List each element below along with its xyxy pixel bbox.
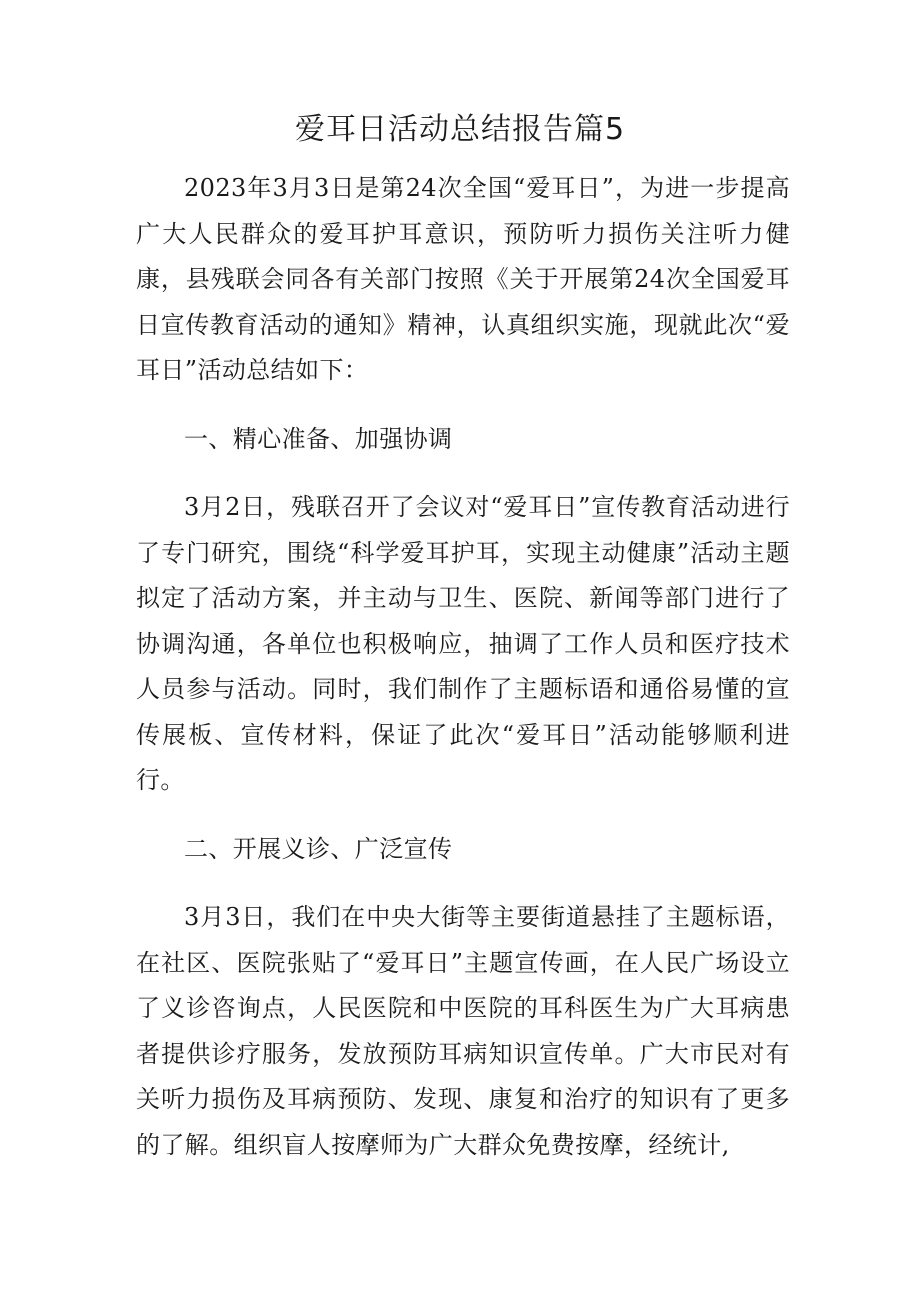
intro-paragraph: 2023年3月3日是第24次全国“爱耳日”，为进一步提高广大人民群众的爱耳护耳意识，预防听力损伤关注听力健康，县残联会同各有关部门按照《关于开展第24次全国爱耳日宣传教育活动的通知》精神，认真组织实施，现就此次“爱耳日”活动总结如下： [136, 174, 790, 384]
section-1-heading: 一、精心准备、加强协调 [184, 424, 453, 453]
document-body [136, 166, 790, 1168]
section-1-paragraph: 3月2日，残联召开了会议对“爱耳日”宣传教育活动进行了专门研究，围绕“科学爱耳护耳，实现主动健康”活动主题拟定了活动方案，并主动与卫生、医院、新闻等部门进行了协调沟通，各单位也积极响应，抽调了工作人员和医疗技术人员参与活动。同时，我们制作了主题标语和通俗易懂的宣传展板、宣传材料，保证了此次“爱耳日”活动能够顺利进行。 [136, 493, 790, 794]
section-2-paragraph: 3月3日，我们在中央大街等主要街道悬挂了主题标语，在社区、医院张贴了“爱耳日”主题宣传画，在人民广场设立了义诊咨询点，人民医院和中医院的耳科医生为广大耳病患者提供诊疗服务，发放预防耳病知识宣传单。广大市民对有关听力损伤及耳病预防、发现、康复和治疗的知识有了更多的了解。组织盲人按摩师为广大群众免费按摩，经统计, [136, 903, 790, 1159]
section-2-heading: 二、开展义诊、广泛宣传 [184, 834, 453, 863]
document-title: 爱耳日活动总结报告篇5 [294, 112, 626, 147]
